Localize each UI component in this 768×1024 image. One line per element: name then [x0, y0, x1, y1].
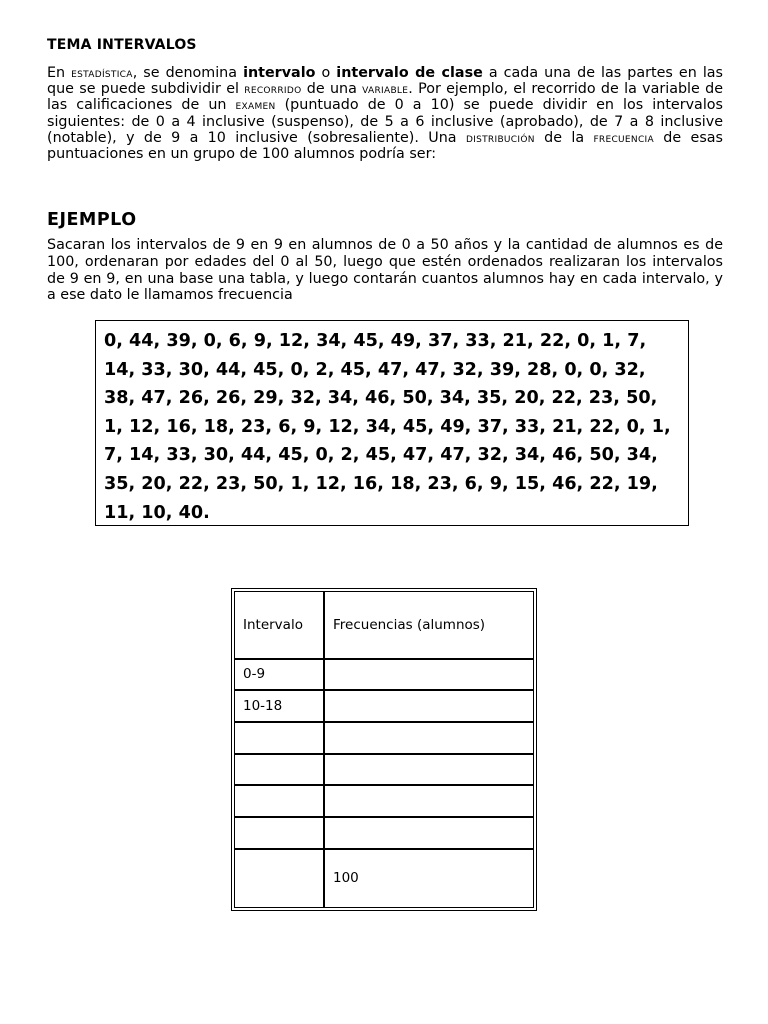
- frequency-cell: [324, 690, 534, 722]
- frequency-table: [234, 591, 534, 908]
- intro-text: En: [47, 65, 72, 81]
- interval-cell: [234, 754, 324, 786]
- intro-text: de una: [301, 81, 363, 98]
- table-row: [234, 785, 534, 817]
- link-frecuencia[interactable]: frecuencia: [593, 129, 654, 145]
- intro-text: , se denomina: [132, 65, 244, 81]
- intro-text: de la: [534, 129, 594, 146]
- interval-cell: 0-9: [234, 659, 324, 691]
- table-row: [234, 817, 534, 849]
- table-total-row: [234, 849, 534, 908]
- interval-cell: 10-18: [234, 690, 324, 722]
- total-label-cell: [234, 849, 324, 908]
- link-estadistica[interactable]: estadística: [71, 65, 133, 80]
- data-values-text: 0, 44, 39, 0, 6, 9, 12, 34, 45, 49, 37, 33, 21, 22, 0, 1, 7, 14, 33, 30, 44, 45, 0, 2, 45, 47, 47, 32, 39, 28, 0, 0, 32, 38, 47, 26, 26, 29, 32, 34, 46, 50, 34, 35, 20, 22, 23, 50, 1, 12, 16, 18, 23, 6, 9, 12, 34, 45, 49, 37, 33, 21, 22, 0, 1, 7, 14, 33, 30, 44, 45, 0, 2, 45, 47, 47, 32, 34, 46, 50, 34, 35, 20, 22, 23, 50, 1, 12, 16, 18, 23, 6, 9, 15, 46, 22, 19, 11, 10, 40.: [104, 331, 671, 523]
- header-intervalo: Intervalo: [234, 591, 324, 659]
- table-row: [234, 754, 534, 786]
- table-row: [234, 659, 534, 691]
- frequency-cell: [324, 817, 534, 849]
- intro-text: . Por ejemplo, el recorrido de la variable de las calificaciones de un: [47, 81, 723, 114]
- interval-cell: [234, 722, 324, 754]
- frequency-cell: [324, 722, 534, 754]
- total-frequency-cell: 100: [324, 849, 534, 908]
- example-heading: EJEMPLO: [47, 210, 137, 230]
- table-row: [234, 690, 534, 722]
- intro-text: de esas puntuaciones en un grupo de 100 alumnos podría ser:: [47, 129, 723, 163]
- intro-text: o: [315, 65, 337, 81]
- interval-cell: [234, 785, 324, 817]
- example-paragraph: Sacaran los intervalos de 9 en 9 en alumnos de 0 a 50 años y la cantidad de alumnos es de 100, ordenaran por edades del 0 al 50, luego que estén ordenados realizaran los intervalos de 9 en 9, en una base una tabla, y luego contarán cuantos alumnos hay en cada intervalo, y a ese dato le llamamos frecuencia: [47, 237, 723, 304]
- data-values-box: [95, 320, 689, 526]
- table-row: [234, 722, 534, 754]
- document-title: TEMA INTERVALOS: [47, 37, 197, 53]
- link-variable[interactable]: variable: [362, 81, 409, 97]
- frequency-table-frame: [231, 588, 537, 911]
- intro-paragraph: [47, 65, 723, 162]
- link-distribucion[interactable]: distribución: [465, 129, 535, 145]
- header-frecuencias: Frecuencias (alumnos): [324, 591, 534, 659]
- term-intervalo-de-clase: intervalo de clase: [336, 65, 483, 81]
- interval-cell: [234, 817, 324, 849]
- frequency-cell: [324, 659, 534, 691]
- term-intervalo: intervalo: [243, 65, 316, 81]
- frequency-cell: [324, 785, 534, 817]
- intro-text: (puntuado de 0 a 10) se puede dividir en los intervalos siguientes: de 0 a 4 inclusive (suspenso), de 5 a 6 inclusive (aprobado), de 7 a 8 inclusive (notable), y de 9 a 10 inclusive (sobresaliente). Una: [47, 97, 723, 146]
- frequency-cell: [324, 754, 534, 786]
- link-examen[interactable]: examen: [235, 97, 276, 113]
- table-header-row: [234, 591, 534, 659]
- intro-text: a cada una de las partes en las que se puede subdividir el: [47, 65, 724, 98]
- link-recorrido[interactable]: recorrido: [244, 81, 302, 97]
